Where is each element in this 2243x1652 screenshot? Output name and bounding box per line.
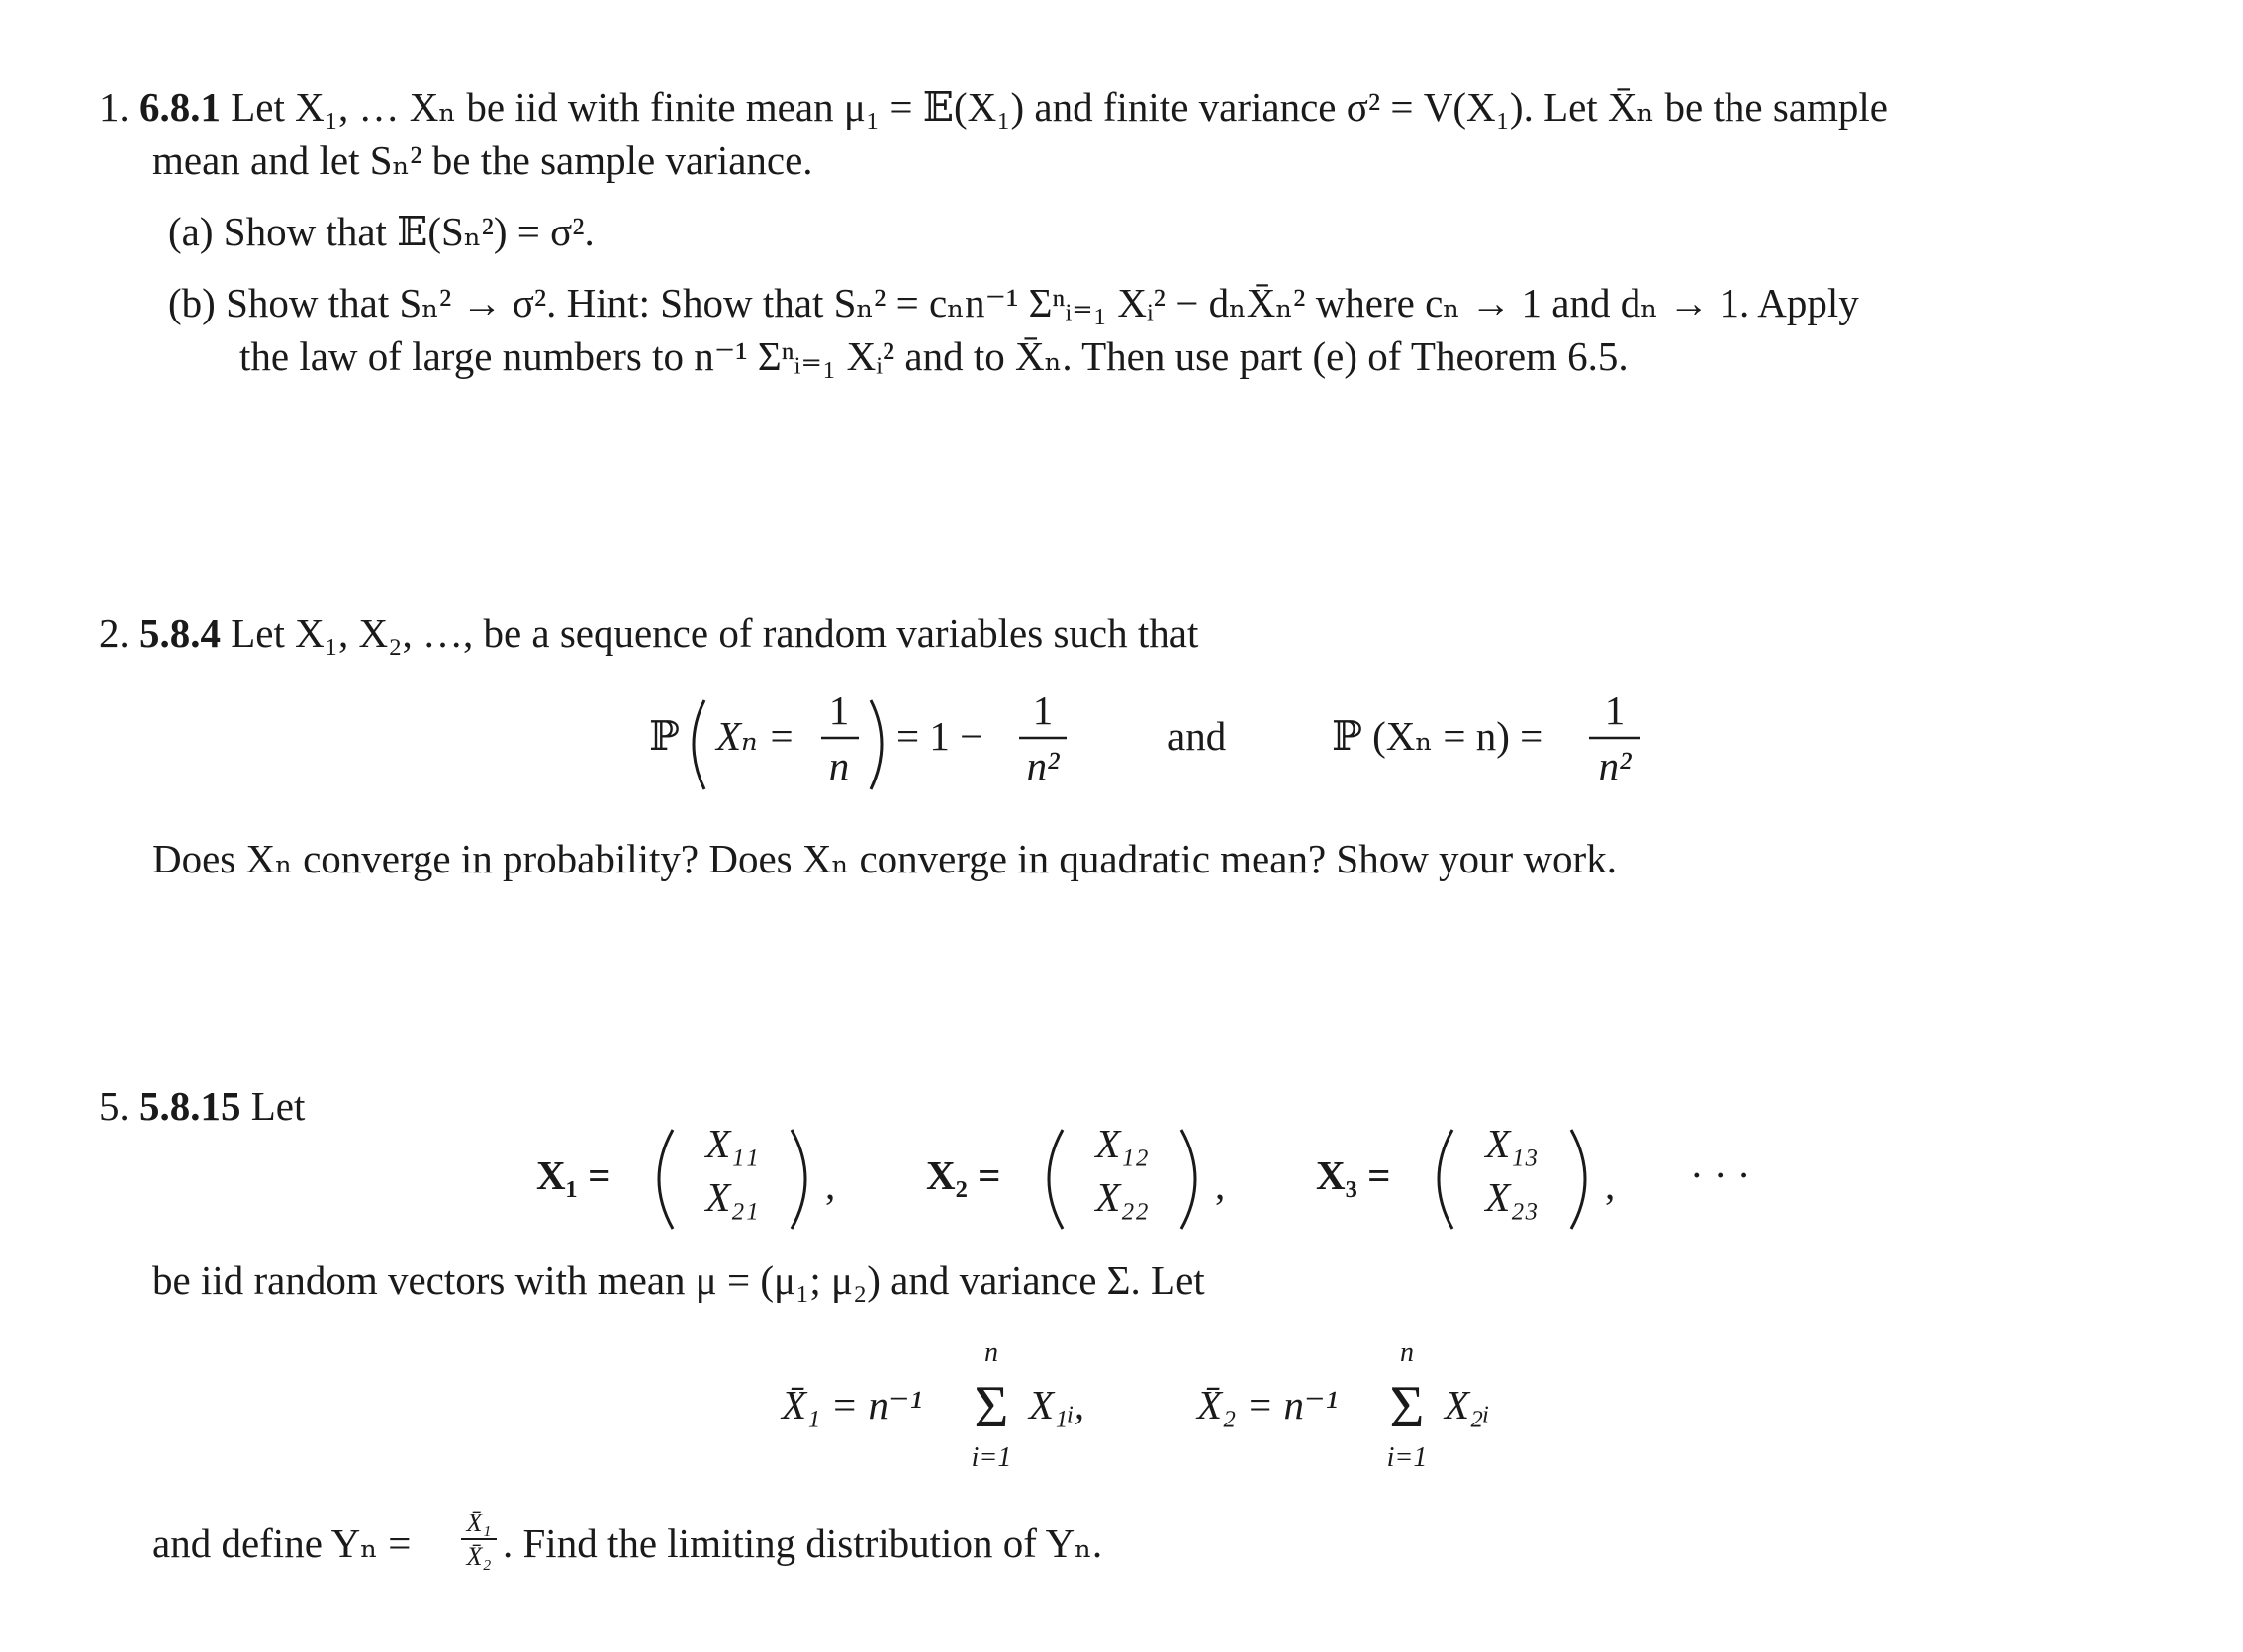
part-b-label: (b) xyxy=(168,280,216,325)
problem-5-mean-line xyxy=(152,1256,1205,1304)
vector-3-left-paren xyxy=(1439,1130,1452,1229)
vector-2-name: X₂ = xyxy=(926,1152,1001,1198)
problem-1-part-a xyxy=(168,208,595,255)
problem-1-number: 1. xyxy=(99,84,130,130)
vector-3-top: X₁₃ xyxy=(1485,1121,1539,1166)
define-den: X̄₂ xyxy=(466,1542,492,1571)
vector-ellipsis: · · · xyxy=(1690,1152,1751,1198)
problem-2-question-text: Does Xₙ converge in probability? Does Xₙ converge in quadratic mean? Show your work. xyxy=(152,836,1617,881)
problem-1-label: 6.8.1 xyxy=(140,84,221,130)
define-prefix: and define Yₙ = xyxy=(152,1520,412,1566)
frac1-num: 1 xyxy=(828,688,850,733)
frac1-den: n xyxy=(828,743,850,788)
problem-2-question xyxy=(152,835,1617,882)
vector-2-top: X₁₂ xyxy=(1095,1121,1149,1166)
sum-1-lhs: X̄₁ = n⁻¹ xyxy=(782,1382,922,1427)
frac3-num: 1 xyxy=(1604,688,1626,733)
frac3-den: n² xyxy=(1598,743,1632,788)
sum-2-sigma: Σ xyxy=(1389,1374,1425,1439)
problem-1-line-2 xyxy=(152,137,813,184)
sum-2-lower: i=1 xyxy=(1386,1442,1428,1473)
sum-1-upper: n xyxy=(984,1337,998,1368)
problem-1-text-2: mean and let Sₙ² be the sample variance. xyxy=(152,138,813,183)
sum-2-term: X₂ᵢ xyxy=(1445,1382,1490,1427)
vector-1-left-paren xyxy=(659,1130,673,1229)
left-paren xyxy=(694,700,704,789)
part-a-label: (a) xyxy=(168,209,214,254)
part-a-text: Show that 𝔼(Sₙ²) = σ². xyxy=(223,209,595,254)
vector-definitions xyxy=(0,1108,2243,1246)
right-paren xyxy=(871,700,882,789)
sample-mean-sums xyxy=(0,1335,2243,1484)
vector-1-sep: , xyxy=(825,1162,836,1208)
problem-5-intro: Let xyxy=(250,1083,306,1129)
vector-1-bottom: X₂₁ xyxy=(705,1174,759,1220)
define-line xyxy=(0,1502,2243,1591)
sum-1-sigma: Σ xyxy=(974,1374,1009,1439)
problem-5-number: 5. xyxy=(99,1083,130,1129)
define-suffix: . Find the limiting distribution of Yₙ. xyxy=(503,1520,1103,1566)
problem-5-label: 5.8.15 xyxy=(140,1083,241,1129)
vector-3-bottom: X₂₃ xyxy=(1485,1174,1539,1220)
sum-2-lhs: X̄₂ = n⁻¹ xyxy=(1197,1382,1338,1427)
problem-2-line-1 xyxy=(99,609,1198,657)
problem-2-intro: Let X₁, X₂, …, be a sequence of random variables such that xyxy=(231,610,1199,656)
sum-1-term: X₁ᵢ, xyxy=(1029,1382,1085,1427)
define-num: X̄₁ xyxy=(466,1509,492,1537)
sum-2-upper: n xyxy=(1400,1337,1414,1368)
vector-2-sep: , xyxy=(1215,1162,1226,1208)
problem-2-label: 5.8.4 xyxy=(140,610,221,656)
vector-3-name: X₃ = xyxy=(1316,1152,1391,1198)
vector-3-sep: , xyxy=(1605,1162,1616,1208)
problem-1-part-b-line-2 xyxy=(239,332,1629,380)
vector-2-bottom: X₂₂ xyxy=(1095,1174,1149,1220)
probability-equation xyxy=(0,683,2243,821)
prob-symbol-left: ℙ xyxy=(649,713,680,759)
vector-1-name: X₁ = xyxy=(536,1152,611,1198)
vector-1-right-paren xyxy=(792,1130,805,1229)
vector-2-right-paren xyxy=(1181,1130,1195,1229)
problem-1-part-b-line-1 xyxy=(168,279,1859,326)
problem-1-text-1: Let X₁, … Xₙ be iid with finite mean μ₁ = 𝔼(X₁) and finite variance σ² = V(X₁). Let X̄ₙ be the sample xyxy=(231,84,1888,130)
problem-2-number: 2. xyxy=(99,610,130,656)
connector-and: and xyxy=(1168,713,1227,759)
problem-1-line-1 xyxy=(99,83,1888,131)
left-var: Xₙ = xyxy=(716,713,795,759)
vector-1-top: X₁₁ xyxy=(705,1121,759,1166)
problem-5-mean-text: be iid random vectors with mean μ = (μ₁; μ₂) and variance Σ. Let xyxy=(152,1257,1205,1303)
left-rhs: = 1 − xyxy=(896,713,983,759)
part-b-text-2: the law of large numbers to n⁻¹ Σⁿᵢ₌₁ Xᵢ² and to X̄ₙ. Then use part (e) of Theorem 6.5. xyxy=(239,333,1629,379)
vector-3-right-paren xyxy=(1571,1130,1585,1229)
part-b-text-1: Show that Sₙ² → σ². Hint: Show that Sₙ² = cₙn⁻¹ Σⁿᵢ₌₁ Xᵢ² − dₙX̄ₙ² where cₙ → 1 and dₙ → 1. Apply xyxy=(226,280,1859,325)
frac2-den: n² xyxy=(1026,743,1060,788)
vector-2-left-paren xyxy=(1049,1130,1063,1229)
frac2-num: 1 xyxy=(1032,688,1054,733)
sum-1-lower: i=1 xyxy=(971,1442,1012,1473)
right-lhs: ℙ (Xₙ = n) = xyxy=(1332,713,1543,759)
